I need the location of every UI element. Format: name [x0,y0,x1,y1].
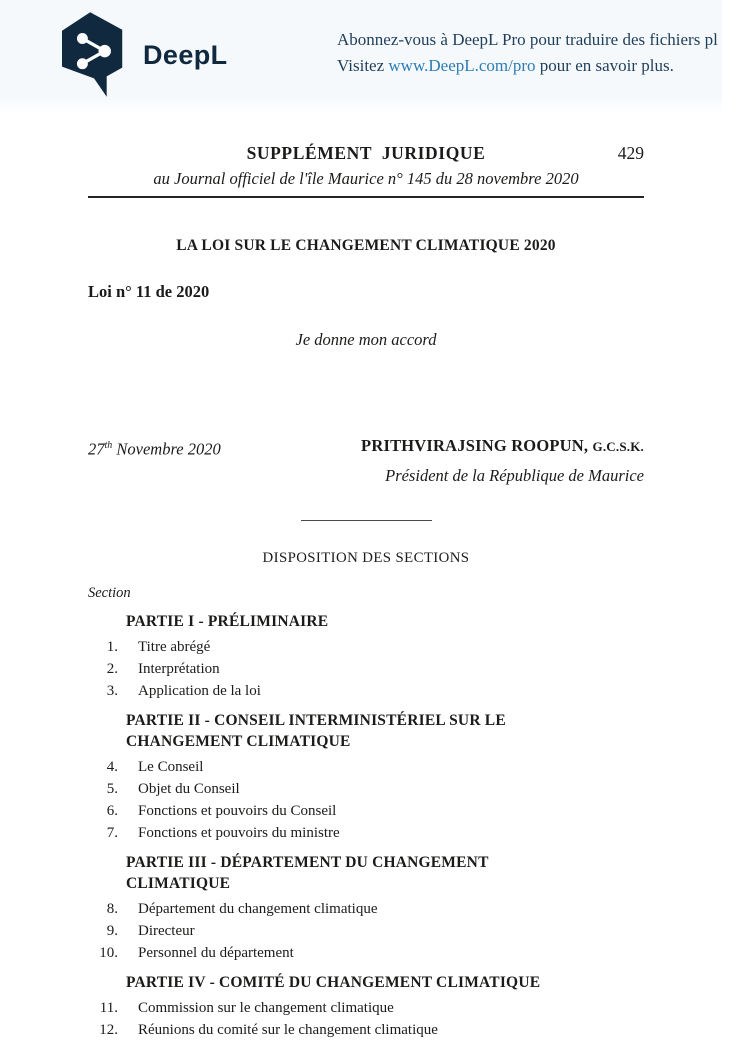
section-item-text: Objet du Conseil [138,781,240,797]
section-item-text: Application de la loi [138,683,261,699]
president-name [361,435,644,458]
section-item [88,658,644,680]
promo-line-2-suffix: pour en savoir plus. [539,56,674,75]
section-item [88,680,644,702]
section-item-text: Fonctions et pouvoirs du Conseil [138,803,337,819]
section-item [88,778,644,800]
section-label: Section [88,585,131,601]
section-item-number: 4. [106,759,118,775]
section-item-number: 5. [106,781,118,797]
section-item [88,942,644,964]
section-item-number: 9. [106,923,118,939]
section-item-text: Département du changement climatique [138,901,378,917]
sections-heading: DISPOSITION DES SECTIONS [262,550,470,566]
promo-text-block [337,27,737,79]
promo-line-1: Abonnez-vous à DeepL Pro pour traduire des fichiers pl [337,30,718,49]
header-rule [88,196,644,198]
act-number: Loi n° 11 de 2020 [88,282,210,301]
journal-header [88,142,644,164]
document-body [0,142,722,1041]
journal-subtitle: au Journal officiel de l'île Maurice n° 145 du 28 novembre 2020 [153,169,579,188]
section-item [88,636,644,658]
section-item [88,756,644,778]
part-heading: PARTIE III - DÉPARTEMENT DU CHANGEMENT CLIMATIQUE [126,854,489,892]
part-heading: PARTIE II - CONSEIL INTERMINISTÉRIEL SUR LE CHANGEMENT CLIMATIQUE [126,712,506,750]
section-item-text: Personnel du département [138,945,294,961]
page-number: 429 [617,143,644,163]
section-item [88,920,644,942]
deepl-logo [62,12,228,98]
deepl-promo-banner [0,0,722,112]
president-signature [361,435,644,487]
assent-date [88,435,221,461]
section-item-number: 3. [106,683,118,699]
section-item [88,1019,644,1041]
assent-date-ordinal: th [104,440,113,451]
assent-date-day: 27 [88,439,105,459]
section-item [88,898,644,920]
section-item-number: 7. [106,825,118,841]
deepl-logo-icon [62,12,130,98]
section-item-number: 12. [99,1022,118,1038]
assent-line: Je donne mon accord [295,330,437,349]
president-title: Président de la République de Maurice [385,466,644,485]
deepl-wordmark: DeepL [143,40,228,70]
section-item-text: Le Conseil [138,759,204,775]
section-item-number: 6. [106,803,118,819]
deepl-pro-link[interactable]: www.DeepL.com/pro [388,56,536,75]
journal-title: SUPPLÉMENT JURIDIQUE [246,143,486,163]
section-divider [301,520,432,521]
section-item-number: 8. [106,901,118,917]
section-item-text: Réunions du comité sur le changement climatique [138,1022,438,1038]
section-item-number: 2. [106,661,118,677]
signature-block [88,435,644,487]
section-item-text: Titre abrégé [138,639,211,655]
section-item-number: 1. [106,639,118,655]
section-item-text: Directeur [138,923,195,939]
act-title: LA LOI SUR LE CHANGEMENT CLIMATIQUE 2020 [176,237,556,254]
section-item-text: Commission sur le changement climatique [138,1000,394,1016]
section-item-number: 10. [99,945,118,961]
section-item [88,997,644,1019]
part-heading: PARTIE IV - COMITÉ DU CHANGEMENT CLIMATIQUE [126,974,541,991]
assent-date-rest: Novembre 2020 [116,439,221,459]
president-honors: G.C.S.K. [592,439,644,454]
section-item-text: Interprétation [138,661,220,677]
section-item [88,800,644,822]
promo-line-2-prefix: Visitez [337,56,385,75]
part-heading: PARTIE I - PRÉLIMINAIRE [126,613,329,630]
president-name-text: PRITHVIRAJSING ROOPUN, [361,436,589,455]
section-item-number: 11. [99,1000,118,1016]
section-item-text: Fonctions et pouvoirs du ministre [138,825,340,841]
section-item [88,822,644,844]
sections-list [88,611,644,1041]
promo-line-2 [337,53,737,79]
